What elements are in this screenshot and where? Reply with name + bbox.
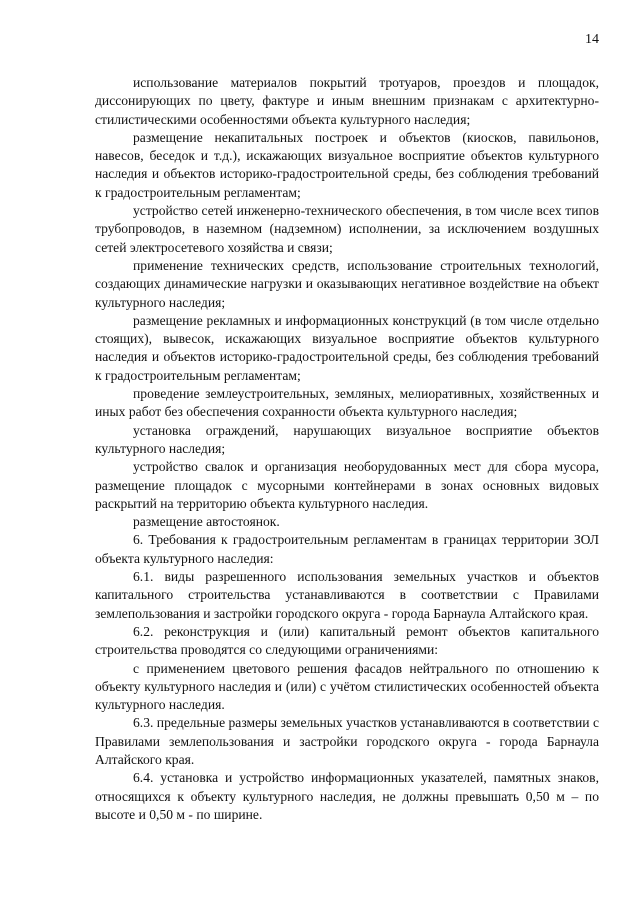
paragraph: 6.4. установка и устройство информационных указателей, памятных знаков, относящихся к объекту культурного наследия, не должны превышать 0,50 м – по высоте и 0,50 м - по ширине. <box>95 770 599 822</box>
paragraph: размещение некапитальных построек и объектов (киосков, павильонов, навесов, беседок и т.д.), искажающих визуальное восприятие объектов культурного наследия и объектов историко-градостроительной среды, без соблюдения требований к градостроительным регламентам; <box>95 129 599 200</box>
document-body <box>95 74 599 824</box>
paragraph: размещение рекламных и информационных конструкций (в том числе отдельно стоящих), вывесок, искажающих визуальное восприятие объектов культурного наследия и объектов историко-градостроительной среды, без соблюдения требований к градостроительным регламентам; <box>95 312 599 383</box>
section-heading: 6. Требования к градостроительным регламентам в границах территории ЗОЛ объекта культурного наследия: <box>95 532 599 566</box>
paragraph: 6.3. предельные размеры земельных участков устанавливаются в соответствии с Правилами землепользования и застройки городского округа - города Барнаула Алтайского края. <box>95 715 599 767</box>
page-number: 14 <box>585 32 599 47</box>
paragraph: 6.1. виды разрешенного использования земельных участков и объектов капитального строительства устанавливаются в соответствии с Правилами землепользования и застройки городского округа - города Барнаула Алтайского края. <box>95 569 599 621</box>
paragraph: устройство свалок и организация необорудованных мест для сбора мусора, размещение площадок с мусорными контейнерами в зонах основных видовых раскрытий на территорию объекта культурного наследия. <box>95 459 599 511</box>
paragraph: с применением цветового решения фасадов нейтрального по отношению к объекту культурного наследия и (или) с учётом стилистических особенностей объекта культурного наследия. <box>95 660 599 713</box>
paragraph: проведение землеустроительных, земляных, мелиоративных, хозяйственных и иных работ без обеспечения сохранности объекта культурного наследия; <box>95 386 599 420</box>
paragraph: размещение автостоянок. <box>133 514 280 530</box>
paragraph: использование материалов покрытий тротуаров, проездов и площадок, диссонирующих по цвету, фактуре и иным внешним признакам с архитектурно-стилистическими особенностями объекта культурного наследия; <box>95 75 599 127</box>
paragraph: установка ограждений, нарушающих визуальное восприятие объектов культурного наследия; <box>95 422 599 456</box>
paragraph: применение технических средств, использование строительных технологий, создающих динамические нагрузки и оказывающих негативное воздействие на объект культурного наследия; <box>95 257 599 310</box>
paragraph: 6.2. реконструкция и (или) капитальный ремонт объектов капитального строительства проводятся со следующими ограничениями: <box>95 623 599 658</box>
paragraph: устройство сетей инженерно-технического обеспечения, в том числе всех типов трубопроводов, в наземном (надземном) исполнении, за исключением воздушных сетей электросетевого хозяйства и связи; <box>95 203 599 255</box>
